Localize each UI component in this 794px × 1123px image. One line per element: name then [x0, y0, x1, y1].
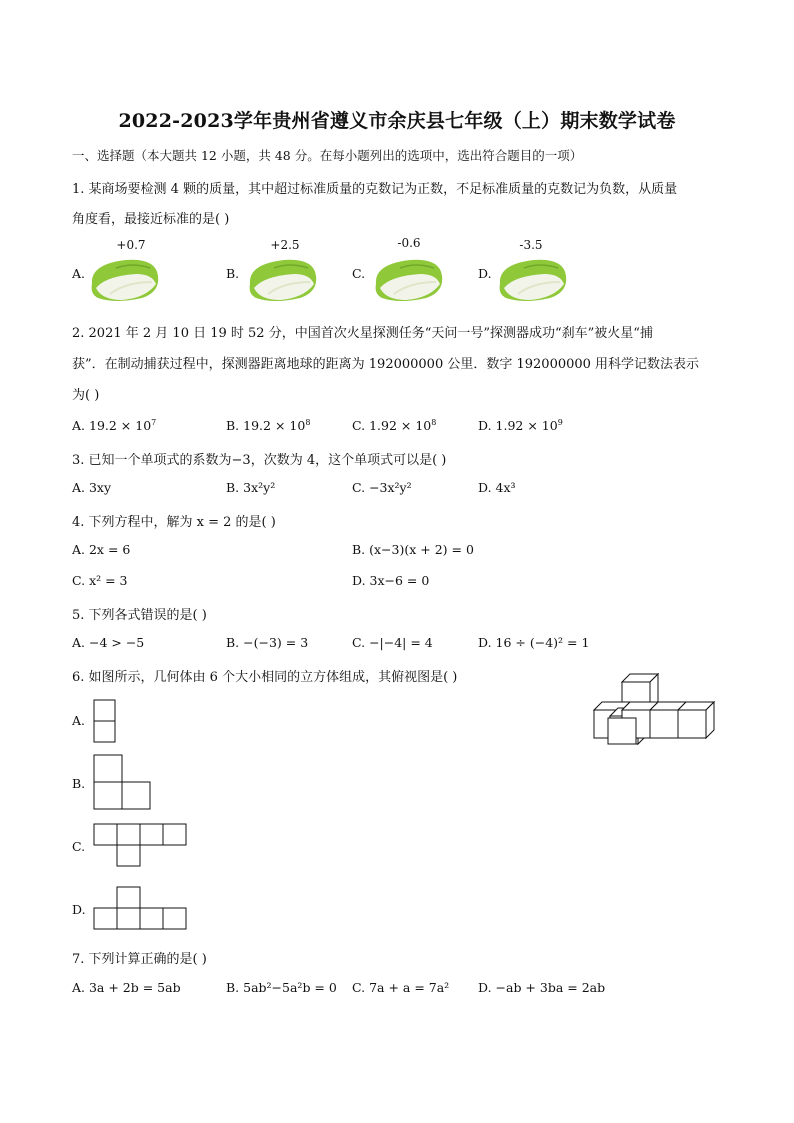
cabbage-image-a [86, 254, 162, 306]
q1-option-c-value: -0.6 [397, 236, 421, 250]
q2-option-a-base: 19.2 × 10 [89, 418, 152, 434]
q6-option-c-figure [93, 823, 189, 867]
q6-option-d-letter[interactable]: D. [72, 902, 86, 917]
q2-option-d[interactable] [478, 418, 563, 433]
q2-text-line1: 2. 2021 年 2 月 10 日 19 时 52 分，中国首次火星探测任务“天问一号”探测器成功“刹车”被火星“捕 [72, 326, 653, 341]
q5-option-a[interactable]: A. −4 > −5 [72, 635, 145, 650]
q6-option-a-figure [93, 699, 117, 743]
cabbage-image-c [370, 254, 446, 306]
q1-option-d-value: -3.5 [519, 238, 543, 252]
q7-option-d[interactable]: D. −ab + 3ba = 2ab [478, 980, 606, 995]
q2-option-d-exp: 9 [557, 418, 563, 427]
q2-option-c-exp: 8 [431, 418, 437, 427]
q1-text-line2: 角度看，最接近标准的是( ) [72, 212, 230, 227]
page-title: 2022-2023学年贵州省遵义市余庆县七年级（上）期末数学试卷 [118, 110, 676, 132]
q5-option-c[interactable]: C. −|−4| = 4 [352, 635, 433, 650]
q2-option-c-letter: C. [352, 418, 366, 434]
q2-option-d-base: 1.92 × 10 [495, 418, 558, 434]
q6-option-b-letter[interactable]: B. [72, 776, 86, 791]
q6-option-a-letter[interactable]: A. [72, 713, 86, 728]
q1-option-b-letter[interactable]: B. [226, 266, 240, 281]
q2-text-line2: 获”．在制动捕获过程中，探测器距离地球的距离为 192000000 公里．数字 192000000 用科学记数法表示 [72, 357, 700, 372]
q1-text-line1: 1. 某商场要检测 4 颗的质量，其中超过标准质量的克数记为正数，不足标准质量的克数记为负数，从质量 [72, 182, 678, 197]
q2-option-a-exp: 7 [151, 418, 157, 427]
q4-option-b[interactable]: B. (x−3)(x + 2) = 0 [352, 542, 474, 557]
q2-option-b-base: 19.2 × 10 [243, 418, 306, 434]
q1-option-c-letter[interactable]: C. [352, 266, 366, 281]
q2-option-b[interactable] [226, 418, 310, 433]
q3-option-d[interactable]: D. 4x³ [478, 480, 516, 495]
q2-option-d-letter: D. [478, 418, 492, 434]
q1-option-a-value: +0.7 [116, 238, 146, 252]
cabbage-image-b [244, 254, 320, 306]
q6-text: 6. 如图所示，几何体由 6 个大小相同的立方体组成，其俯视图是( ) [72, 670, 458, 685]
q6-option-c-letter[interactable]: C. [72, 839, 86, 854]
q2-text-line3: 为( ) [72, 388, 100, 403]
q7-option-a[interactable]: A. 3a + 2b = 5ab [72, 980, 181, 995]
q7-option-b[interactable]: B. 5ab²−5a²b = 0 [226, 980, 337, 995]
q3-option-a[interactable]: A. 3xy [72, 480, 112, 495]
q2-option-c-base: 1.92 × 10 [369, 418, 432, 434]
q4-option-c[interactable]: C. x² = 3 [72, 573, 128, 588]
q2-option-c[interactable] [352, 418, 436, 433]
q1-option-d-letter[interactable]: D. [478, 266, 492, 281]
q3-text: 3. 已知一个单项式的系数为−3，次数为 4，这个单项式可以是( ) [72, 453, 447, 468]
q7-option-c[interactable]: C. 7a + a = 7a² [352, 980, 450, 995]
q5-option-b[interactable]: B. −(−3) = 3 [226, 635, 309, 650]
q2-option-b-exp: 8 [305, 418, 311, 427]
q4-option-d[interactable]: D. 3x−6 = 0 [352, 573, 430, 588]
cube-solid-figure [590, 670, 722, 752]
q5-text: 5. 下列各式错误的是( ) [72, 608, 207, 623]
q6-option-d-figure [93, 886, 189, 930]
q2-option-a-letter: A. [72, 418, 86, 434]
q4-text: 4. 下列方程中，解为 x = 2 的是( ) [72, 515, 276, 530]
q2-option-a[interactable] [72, 418, 156, 433]
q1-option-a-letter[interactable]: A. [72, 266, 86, 281]
q6-option-b-figure [93, 754, 153, 810]
section-header: 一、选择题（本大题共 12 小题，共 48 分。在每小题列出的选项中，选出符合题目的一项） [72, 148, 583, 163]
q1-option-b-value: +2.5 [270, 238, 300, 252]
q2-option-b-letter: B. [226, 418, 240, 434]
q3-option-b[interactable]: B. 3x²y² [226, 480, 276, 495]
q7-text: 7. 下列计算正确的是( ) [72, 952, 207, 967]
cabbage-image-d [494, 254, 570, 306]
q4-option-a[interactable]: A. 2x = 6 [72, 542, 131, 557]
q5-option-d[interactable]: D. 16 ÷ (−4)² = 1 [478, 635, 590, 650]
q3-option-c[interactable]: C. −3x²y² [352, 480, 412, 495]
